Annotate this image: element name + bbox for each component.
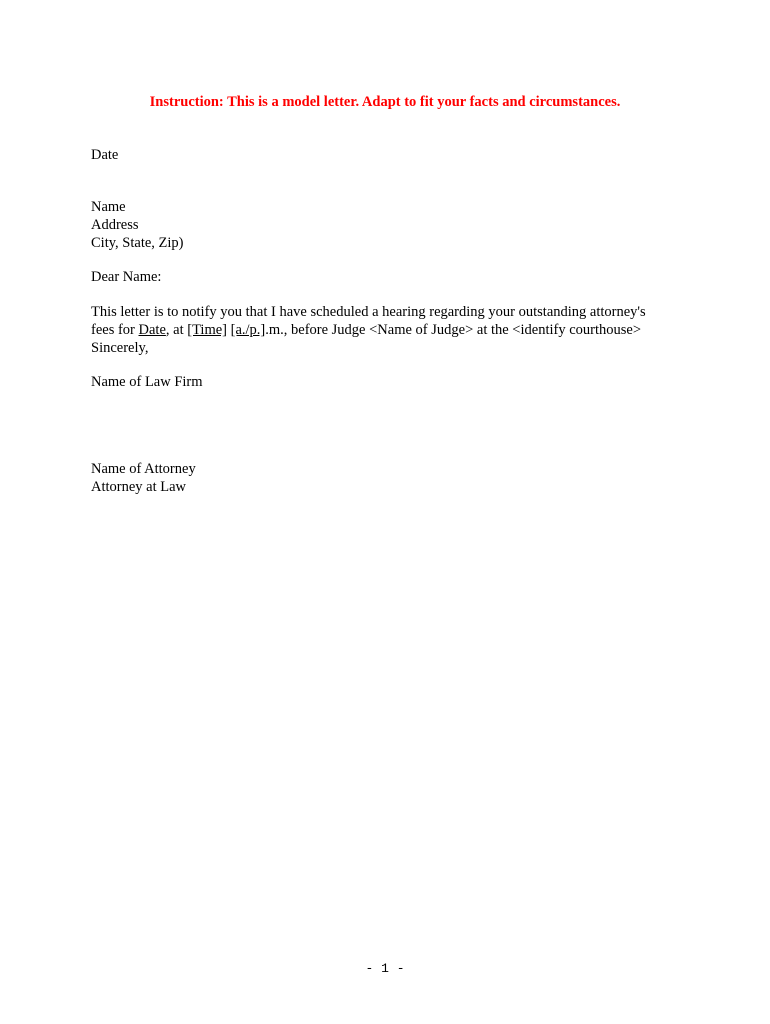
date-field: Date xyxy=(138,322,166,338)
recipient-city-state-zip: City, State, Zip) xyxy=(91,235,184,251)
body-line-2-prefix: fees for xyxy=(91,322,139,338)
body-line-1: This letter is to notify you that I have scheduled a hearing regarding your outstanding attorney's xyxy=(91,304,646,320)
date-line: Date xyxy=(91,147,119,163)
body-line-2-rest: .m., before Judge <Name of Judge> at the <identify courthouse> xyxy=(265,322,642,338)
body-line-2-at: , at xyxy=(165,322,188,338)
closing: Sincerely, xyxy=(91,340,149,356)
recipient-name: Name xyxy=(91,199,126,215)
body-line-2 xyxy=(91,321,641,339)
page-number: - 1 - xyxy=(365,961,405,976)
law-firm-name: Name of Law Firm xyxy=(91,374,203,390)
recipient-address: Address xyxy=(91,217,139,233)
attorney-title: Attorney at Law xyxy=(91,479,187,495)
attorney-name: Name of Attorney xyxy=(91,461,196,477)
time-field: [Time] xyxy=(187,322,227,338)
salutation: Dear Name: xyxy=(91,269,162,285)
ampm-field: [a./p.] xyxy=(230,322,266,338)
instruction-note: Instruction: This is a model letter. Adapt to fit your facts and circumstances. xyxy=(149,94,621,110)
